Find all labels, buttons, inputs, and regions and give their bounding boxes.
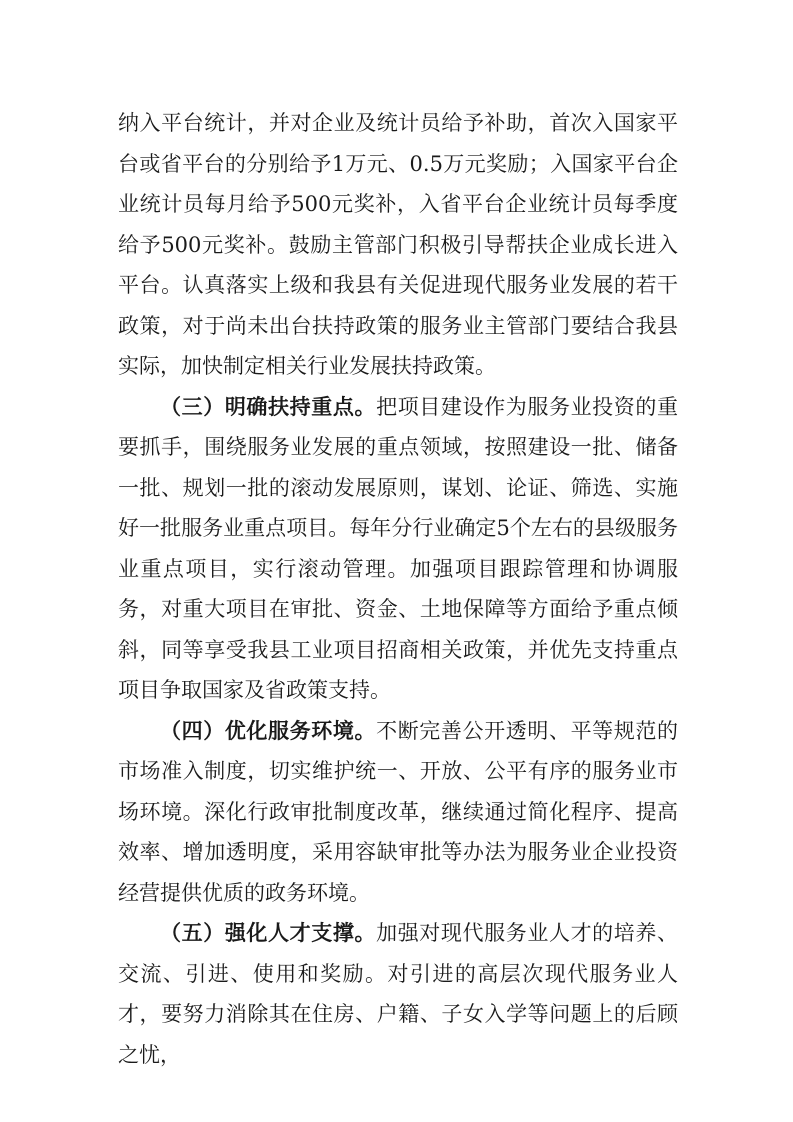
section-heading-4: （四）优化服务环境。 — [160, 717, 377, 743]
paragraph-1 — [118, 103, 678, 387]
section-heading-5: （五）强化人才支撑。 — [160, 920, 377, 945]
paragraph-text: 加强对现代服务业人才的培养、交流、引进、使用和奖励。对引进的高层次现代服务业人才，要努力消除其在住房、户籍、子女入学等问题上的后顾之忧， — [118, 921, 679, 1067]
paragraph-text: 纳入平台统计，并对企业及统计员给予补助，首次入国家平台或省平台的分别给予1万元、0.5万元奖励；入国家平台企业统计员每月给予500元奖补，入省平台企业统计员每季度给予500元奖补。鼓励主管部门积极引导帮扶企业成长进入平台。认真落实上级和我县有关促进现代服务业发展的若干政策，对于尚未出台扶持政策的服务业主管部门要结合我县实际，加快制定相关行业发展扶持政策。 — [118, 111, 678, 378]
paragraph-text: 不断完善公开透明、平等规范的市场准入制度，切实维护统一、开放、公平有序的服务业市场环境。深化行政审批制度改革，继续通过简化程序、提高效率、增加透明度，采用容缺审批等办法为服务业企业投资经营提供优质的政务环境。 — [118, 718, 679, 905]
paragraph-3 — [118, 711, 678, 914]
paragraph-4 — [118, 913, 678, 1075]
paragraph-2 — [118, 387, 678, 711]
paragraph-text: 把项目建设作为服务业投资的重要抓手，围绕服务业发展的重点领域，按照建设一批、储备一批、规划一批的滚动发展原则，谋划、论证、筛选、实施好一批服务业重点项目。每年分行业确定5个左右的县级服务业重点项目，实行滚动管理。加强项目跟踪管理和协调服务，对重大项目在审批、资金、土地保障等方面给予重点倾斜，同等享受我县工业项目招商相关政策，并优先支持重点项目争取国家及省政策支持。 — [118, 394, 679, 702]
section-heading-3: （三）明确扶持重点。 — [160, 393, 377, 419]
document-body — [118, 103, 678, 1075]
